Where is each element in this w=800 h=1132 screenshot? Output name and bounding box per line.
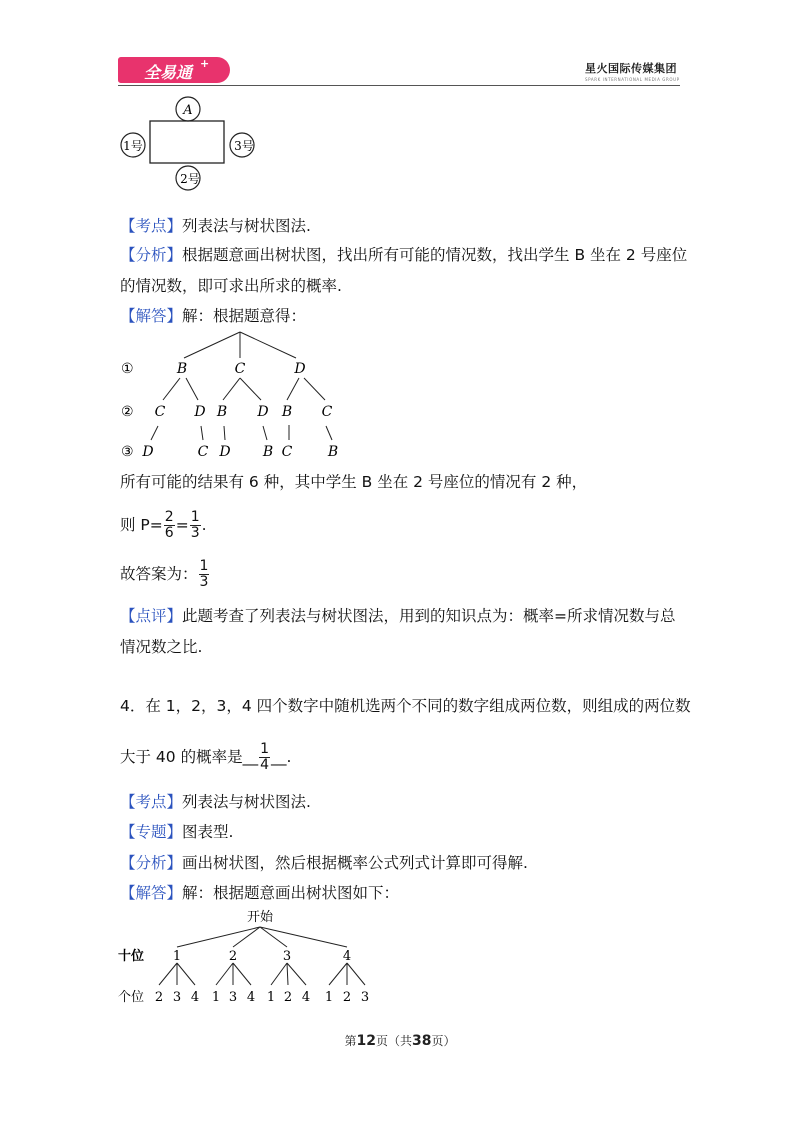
seat-a-label: A — [183, 103, 193, 118]
ones-node: 4 — [190, 990, 200, 1005]
ones-node: 4 — [246, 990, 256, 1005]
fraction-1-3: $\frac{1}{3}$ — [190, 509, 200, 541]
tree-node: C — [321, 404, 333, 420]
header-rule — [118, 85, 680, 86]
tree-node: B — [327, 444, 339, 460]
fenxi-text: 画出树状图，然后根据概率公式列式计算即可得解. — [182, 854, 528, 872]
q4-kaodian — [120, 792, 311, 812]
q4-jieda — [120, 883, 399, 903]
tree-node: B — [216, 404, 228, 420]
tree-start: 开始 — [246, 910, 274, 925]
answer-fraction: $\frac{1}{3}$ — [199, 558, 209, 590]
tens-node: 4 — [342, 949, 352, 964]
tree-node: D — [219, 444, 231, 460]
ones-node: 2 — [154, 990, 164, 1005]
company-subtitle: SPARK INTERNATIONAL MEDIA GROUP — [585, 77, 680, 82]
tree-node: C — [197, 444, 209, 460]
logo-text: 全易通 — [144, 63, 193, 82]
logo-plus: + — [200, 57, 210, 70]
page-footer — [0, 1032, 800, 1049]
tree-row-label: ③ — [121, 444, 134, 460]
ones-node: 1 — [211, 990, 221, 1005]
ones-node: 2 — [283, 990, 293, 1005]
zhuanti-text: 图表型. — [182, 823, 234, 841]
ones-node: 3 — [172, 990, 182, 1005]
seat-diagram — [115, 93, 265, 193]
zhuanti-tag: 【专题】 — [120, 823, 183, 841]
tree-row-label: ② — [121, 404, 134, 420]
q3-result: 所有可能的结果有 6 种，其中学生 B 坐在 2 号座位的情况有 2 种， — [120, 473, 588, 491]
tree-node: B — [176, 361, 188, 377]
footer-page: 12 — [356, 1033, 376, 1049]
q4-zhuanti — [120, 822, 233, 842]
tens-node: 2 — [228, 949, 238, 964]
p-prefix: 则 P= — [120, 516, 163, 534]
kaodian-tag: 【考点】 — [120, 217, 183, 235]
table-rect — [150, 121, 224, 163]
q3-dianping-cont: 情况数之比. — [120, 638, 203, 656]
tree-node: D — [257, 404, 269, 420]
q3-kaodian — [120, 216, 311, 236]
tens-node: 1 — [172, 949, 182, 964]
q3-dianping — [120, 606, 676, 626]
footer-prefix: 第 — [344, 1034, 357, 1048]
q4-answer-fraction: $\frac{1}{4}$ — [260, 741, 269, 773]
company-name: 星火国际传媒集团 — [585, 62, 677, 75]
tree-node: B — [262, 444, 274, 460]
dianping-tag: 【点评】 — [120, 607, 183, 625]
ones-node: 3 — [228, 990, 238, 1005]
tree-node: C — [234, 361, 246, 377]
kaodian-tag: 【考点】 — [120, 793, 183, 811]
footer-suffix: 页） — [431, 1034, 456, 1048]
q4-stem: 4．在 1，2，3，4 四个数字中随机选两个不同的数字组成两位数，则组成的两位数 — [120, 697, 691, 715]
tree-node: D — [142, 444, 154, 460]
q4-fenxi — [120, 853, 528, 873]
ones-node: 1 — [266, 990, 276, 1005]
jieda-tag: 【解答】 — [120, 884, 183, 902]
q3-tree-diagram — [115, 328, 375, 463]
kaodian-text: 列表法与树状图法. — [182, 793, 311, 811]
tens-label: 十位 — [118, 949, 145, 964]
ones-node: 4 — [301, 990, 311, 1005]
q3-fenxi — [120, 245, 687, 265]
dianping-text: 此题考查了列表法与树状图法，用到的知识点为：概率=所求情况数与总 — [182, 607, 676, 625]
jieda-text: 解：根据题意画出树状图如下： — [182, 884, 400, 902]
tree-row-label: ① — [121, 361, 134, 377]
tree-node: B — [281, 404, 293, 420]
seat-1-label: 1号 — [123, 139, 143, 153]
tens-node: 3 — [282, 949, 292, 964]
tree-node: C — [281, 444, 293, 460]
seat-3-label: 3号 — [234, 139, 254, 153]
blank-left: __ — [242, 748, 259, 766]
q3-jieda — [120, 306, 306, 326]
ones-node: 2 — [342, 990, 352, 1005]
kaodian-text: 列表法与树状图法. — [182, 217, 311, 235]
fenxi-tag: 【分析】 — [120, 854, 183, 872]
fenxi-tag: 【分析】 — [120, 246, 183, 264]
tree-node: D — [194, 404, 206, 420]
header-logo — [118, 57, 230, 83]
fenxi-text: 根据题意画出树状图，找出所有可能的情况数，找出学生 B 坐在 2 号座位 — [182, 246, 688, 264]
ones-label: 个位 — [118, 990, 145, 1005]
q4-stem-prefix: 大于 40 的概率是 — [120, 748, 243, 766]
jieda-tag: 【解答】 — [120, 307, 183, 325]
q4-tree-diagram — [115, 905, 385, 1005]
q4-stem-cont — [120, 738, 291, 776]
ones-node: 1 — [324, 990, 334, 1005]
ones-node: 3 — [360, 990, 370, 1005]
p-equals: = — [175, 516, 189, 534]
answer-prefix: 故答案为： — [120, 565, 198, 583]
jieda-text: 解：根据题意得： — [182, 307, 307, 325]
q3-answer — [120, 556, 210, 592]
blank-right: __. — [271, 748, 292, 766]
tree-node: D — [294, 361, 306, 377]
footer-total: 38 — [412, 1033, 432, 1049]
q3-probability — [120, 508, 207, 542]
fraction-2-6: $\frac{2}{6}$ — [164, 509, 174, 541]
seat-2-label: 2号 — [180, 172, 200, 186]
q3-fenxi-cont: 的情况数，即可求出所求的概率. — [120, 277, 342, 295]
footer-mid: 页（共 — [375, 1034, 412, 1048]
p-end: . — [201, 516, 207, 534]
header-company — [585, 60, 680, 82]
tree-node: C — [154, 404, 166, 420]
